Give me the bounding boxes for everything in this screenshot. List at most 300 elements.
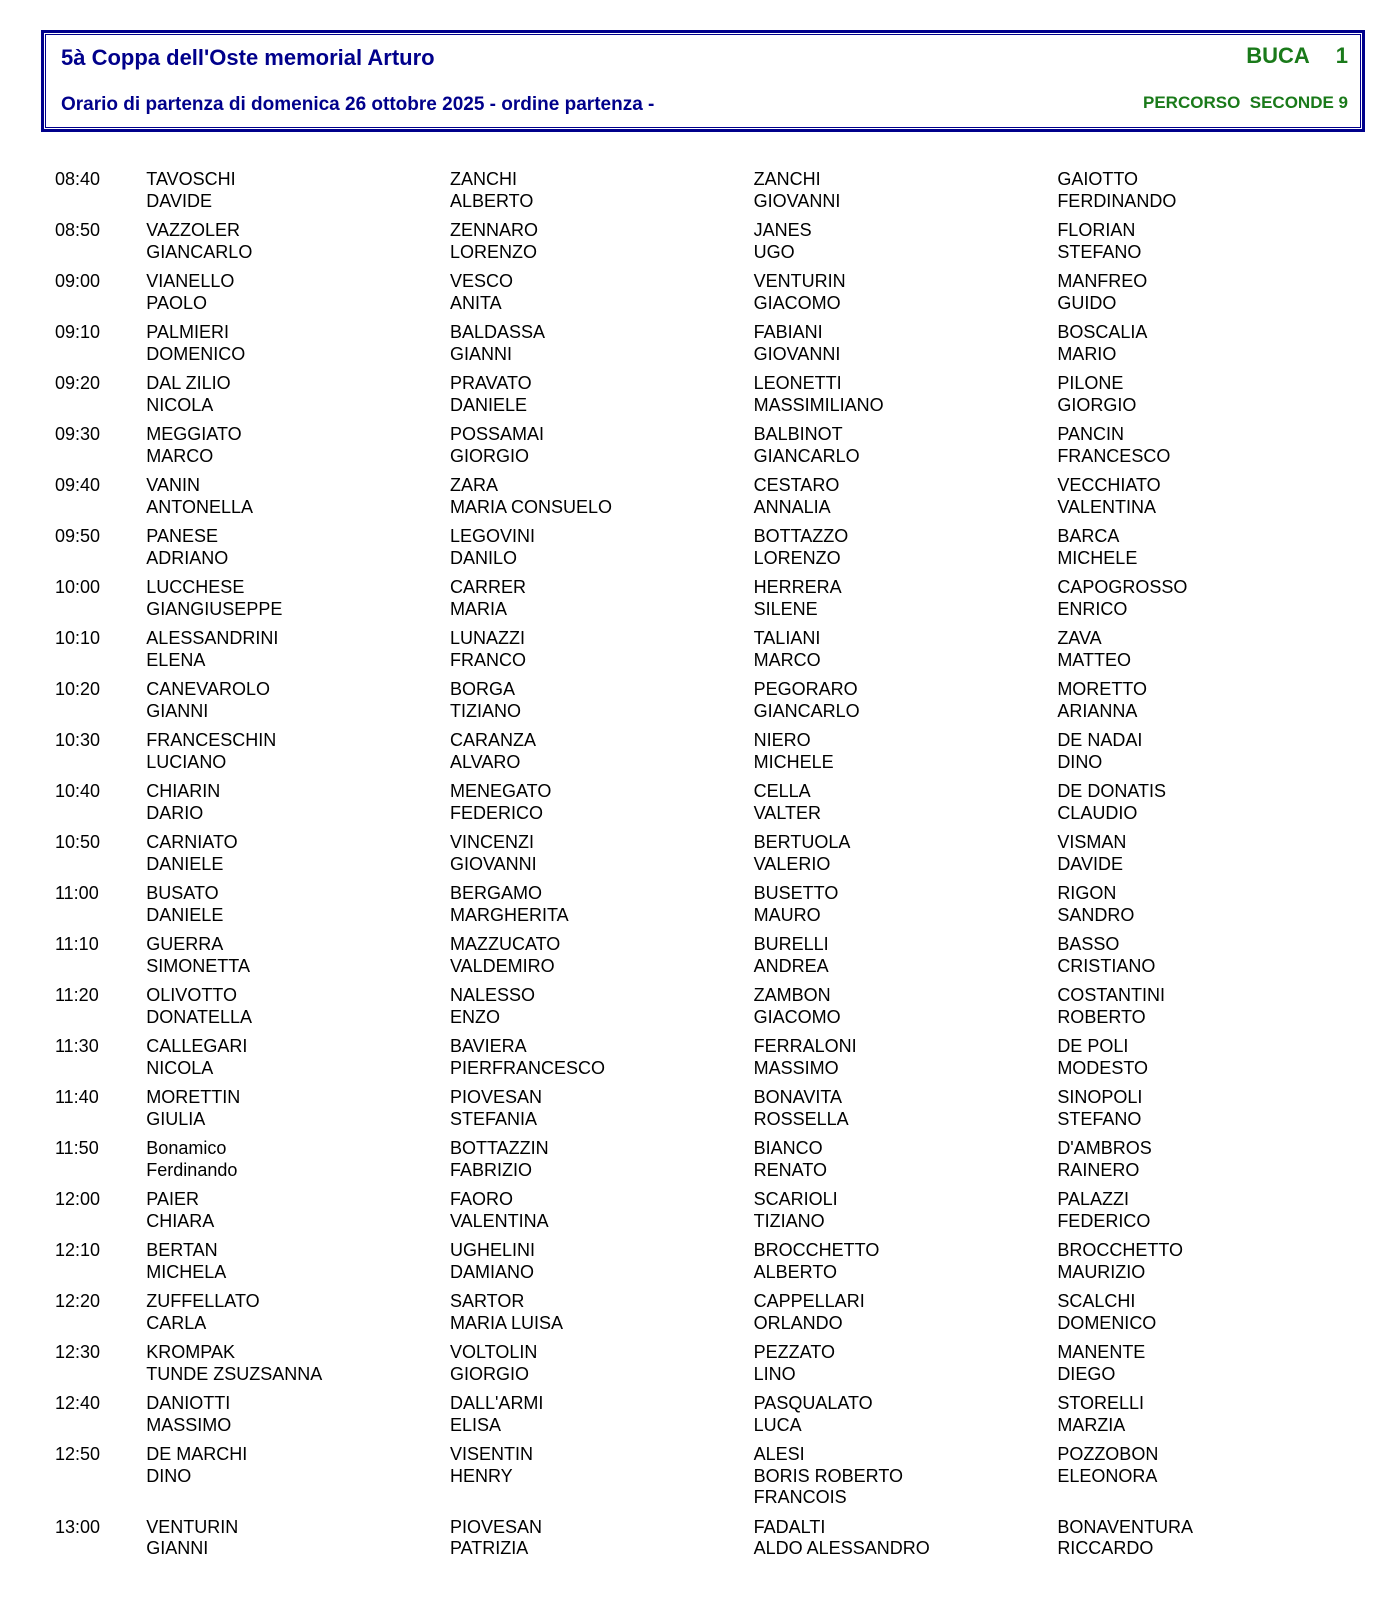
percorso-label: PERCORSO SECONDE 9 (1143, 93, 1348, 112)
tee-time: 12:10 (55, 1240, 101, 1260)
player-entry (1057, 985, 1355, 1028)
player-entry (450, 271, 754, 314)
player-first-name: DAVIDE (1057, 853, 1123, 874)
player-first-name: DANIELE (146, 853, 224, 874)
player-entry (146, 577, 450, 620)
tee-time-row (55, 424, 1355, 467)
player-surname: PASQUALATO (753, 1393, 873, 1413)
player-surname: SCALCHI (1057, 1291, 1136, 1311)
player-surname: ZANCHI (753, 169, 821, 189)
player-first-name: MARIA CONSUELO (449, 496, 613, 517)
player-entry (450, 1036, 754, 1079)
tee-time-row (55, 169, 1355, 212)
player-first-name: MARIA LUISA (449, 1312, 564, 1333)
buca-number: 1 (1335, 43, 1348, 68)
buca-label: BUCA (1246, 43, 1310, 68)
player-entry (754, 322, 1058, 365)
player-surname: CHIARIN (146, 781, 221, 801)
player-first-name: FRANCO (449, 649, 526, 670)
player-surname: MENEGATO (449, 781, 552, 801)
player-entry (450, 1189, 754, 1232)
player-entry (754, 1342, 1058, 1385)
player-entry (146, 832, 450, 875)
player-surname: POZZOBON (1057, 1444, 1159, 1464)
player-entry (146, 271, 450, 314)
player-surname: BONAVITA (753, 1087, 842, 1107)
player-entry (754, 985, 1058, 1028)
player-surname: BASSO (1057, 934, 1120, 954)
player-surname: BALDASSA (449, 322, 546, 342)
player-first-name: ARIANNA (1057, 700, 1138, 721)
player-first-name: ELISA (449, 1414, 501, 1435)
player-entry (146, 985, 450, 1028)
tee-time: 11:10 (55, 934, 99, 954)
tee-time: 08:50 (55, 220, 101, 240)
player-entry (450, 424, 754, 467)
tee-time: 09:30 (55, 424, 101, 444)
player-entry (1057, 322, 1355, 365)
player-entry (754, 628, 1058, 671)
tee-time: 11:40 (55, 1087, 99, 1107)
player-first-name: ENZO (449, 1006, 500, 1027)
player-surname: GAIOTTO (1057, 169, 1138, 189)
player-first-name: FRANCOIS (753, 1487, 847, 1507)
player-entry (146, 1189, 450, 1232)
tee-time-row (55, 1444, 1355, 1509)
player-entry (754, 475, 1058, 518)
tee-time-row (55, 1036, 1355, 1079)
player-first-name: CLAUDIO (1057, 802, 1138, 823)
player-first-name: LORENZO (449, 241, 537, 262)
player-entry (450, 1342, 754, 1385)
player-first-name: ALBERTO (449, 190, 534, 211)
player-surname: LUCCHESE (146, 577, 245, 597)
player-first-name: ALBERTO (753, 1261, 838, 1282)
player-first-name: ADRIANO (146, 547, 229, 568)
tee-time-row (55, 1240, 1355, 1283)
player-first-name: STEFANO (1057, 1108, 1142, 1129)
player-surname: FERRALONI (753, 1036, 857, 1056)
player-first-name: ELENA (146, 649, 206, 670)
player-surname: LUNAZZI (449, 628, 525, 648)
player-entry (754, 373, 1058, 416)
tee-time: 12:20 (55, 1291, 101, 1311)
player-entry (450, 526, 754, 569)
player-entry (1057, 628, 1355, 671)
player-first-name: CRISTIANO (1057, 955, 1156, 976)
player-entry (450, 781, 754, 824)
player-entry (450, 934, 754, 977)
player-first-name: ANITA (449, 292, 502, 313)
player-first-name: ORLANDO (753, 1312, 843, 1333)
player-entry (1057, 1087, 1355, 1130)
player-first-name: ANDREA (753, 955, 829, 976)
player-entry (754, 1036, 1058, 1079)
player-first-name: VALENTINA (449, 1210, 549, 1231)
player-first-name: MASSIMO (753, 1057, 839, 1078)
player-entry (146, 220, 450, 263)
player-entry (450, 1444, 754, 1509)
player-first-name: LUCIANO (146, 751, 227, 772)
player-first-name: BORIS ROBERTO (753, 1465, 904, 1486)
player-surname: VOLTOLIN (449, 1342, 538, 1362)
player-surname: DALL'ARMI (449, 1393, 544, 1413)
player-first-name: GIORGIO (449, 445, 529, 466)
player-surname: LEGOVINI (449, 526, 535, 546)
player-first-name: PAOLO (146, 292, 207, 313)
player-first-name: ANTONELLA (146, 496, 254, 517)
player-surname: PIOVESAN (449, 1516, 542, 1537)
player-surname: BURELLI (753, 934, 829, 954)
player-surname: COSTANTINI (1057, 985, 1165, 1005)
player-surname: VINCENZI (449, 832, 534, 852)
player-entry (1057, 1342, 1355, 1385)
player-entry (1057, 1240, 1355, 1283)
player-first-name: DINO (1057, 751, 1103, 772)
player-entry (146, 934, 450, 977)
player-surname: MORETTO (1057, 679, 1147, 699)
player-surname: PAIER (146, 1189, 199, 1209)
player-first-name: GIULIA (146, 1108, 206, 1129)
player-entry (1057, 883, 1355, 926)
player-surname: FLORIAN (1057, 220, 1136, 240)
player-entry (450, 883, 754, 926)
player-surname: ZANCHI (449, 169, 517, 189)
player-surname: BORGA (449, 679, 515, 699)
player-surname: NALESSO (449, 985, 536, 1005)
player-entry (754, 424, 1058, 467)
player-entry (450, 730, 754, 773)
player-first-name: FERDINANDO (1057, 190, 1177, 211)
player-entry (450, 1087, 754, 1130)
player-first-name: SILENE (753, 598, 818, 619)
player-surname: TALIANI (753, 628, 821, 648)
tee-time-row (55, 577, 1355, 620)
page-title: 5à Coppa dell'Oste memorial Arturo (61, 45, 435, 70)
player-entry (754, 220, 1058, 263)
player-entry (146, 169, 450, 212)
player-surname: ZAVA (1057, 628, 1102, 648)
header-box (41, 30, 1365, 132)
tee-time: 11:20 (55, 985, 99, 1005)
player-surname: MANFREO (1057, 271, 1148, 291)
buca-indicator (1246, 43, 1348, 69)
player-surname: BROCCHETTO (753, 1240, 880, 1260)
player-surname: CAPPELLARI (753, 1291, 865, 1311)
player-entry (754, 1291, 1058, 1334)
tee-time-row (55, 271, 1355, 314)
player-entry (1057, 475, 1355, 518)
player-surname: BROCCHETTO (1057, 1240, 1183, 1260)
player-surname: PALAZZI (1057, 1189, 1129, 1209)
player-first-name: SANDRO (1057, 904, 1135, 925)
player-first-name: MATTEO (1057, 649, 1131, 670)
player-first-name: DAVIDE (146, 190, 212, 211)
player-first-name: DANIELE (146, 904, 224, 925)
player-first-name: GIANNI (449, 343, 512, 364)
player-first-name: MARZIA (1057, 1414, 1126, 1435)
player-surname: ALESSANDRINI (146, 628, 279, 648)
player-first-name: ALDO ALESSANDRO (753, 1538, 930, 1558)
tee-time: 12:40 (55, 1393, 101, 1413)
player-first-name: NICOLA (146, 1057, 214, 1078)
player-entry (450, 628, 754, 671)
player-entry (146, 475, 450, 518)
tee-time-row (55, 1393, 1355, 1436)
player-first-name: FEDERICO (1057, 1210, 1151, 1231)
player-entry (1057, 679, 1355, 722)
player-surname: PRAVATO (449, 373, 532, 393)
player-first-name: GIANCARLO (753, 700, 860, 721)
player-surname: FADALTI (753, 1516, 826, 1537)
player-surname: ALESI (753, 1444, 805, 1464)
player-surname: PANESE (146, 526, 218, 546)
player-surname: VESCO (449, 271, 513, 291)
player-entry (146, 526, 450, 569)
tee-time: 10:50 (55, 832, 101, 852)
player-first-name: GIACOMO (753, 1006, 841, 1027)
player-surname: POSSAMAI (449, 424, 544, 444)
player-surname: SINOPOLI (1057, 1087, 1143, 1107)
player-surname: DAL ZILIO (146, 373, 231, 393)
player-first-name: PATRIZIA (449, 1538, 529, 1558)
player-entry (1057, 373, 1355, 416)
player-first-name: RENATO (753, 1159, 827, 1180)
tee-time-row (55, 322, 1355, 365)
player-first-name: GIORGIO (1057, 394, 1137, 415)
player-first-name: DIEGO (1057, 1363, 1116, 1384)
player-surname: BERTUOLA (753, 832, 851, 852)
tee-time-row (55, 679, 1355, 722)
player-surname: CARANZA (449, 730, 536, 750)
player-entry (754, 1138, 1058, 1181)
tee-time: 12:30 (55, 1342, 101, 1362)
player-entry (754, 883, 1058, 926)
player-surname: PILONE (1057, 373, 1124, 393)
player-entry (1057, 730, 1355, 773)
tee-time-row (55, 832, 1355, 875)
player-entry (146, 628, 450, 671)
player-entry (146, 1393, 450, 1436)
player-entry (1057, 220, 1355, 263)
player-entry (1057, 1517, 1355, 1560)
player-entry (146, 322, 450, 365)
player-surname: OLIVOTTO (146, 985, 237, 1005)
player-surname: BALBINOT (753, 424, 843, 444)
tee-time-row (55, 373, 1355, 416)
player-entry (1057, 781, 1355, 824)
player-entry (1057, 1189, 1355, 1232)
player-entry (146, 373, 450, 416)
player-surname: FABIANI (753, 322, 823, 342)
tee-time-row (55, 220, 1355, 263)
tee-time-row (55, 934, 1355, 977)
player-first-name: DONATELLA (146, 1006, 252, 1027)
player-first-name: LORENZO (753, 547, 841, 568)
player-surname: D'AMBROS (1057, 1138, 1152, 1158)
player-surname: BOSCALIA (1057, 322, 1148, 342)
player-surname: LEONETTI (753, 373, 842, 393)
player-first-name: NICOLA (146, 394, 214, 415)
player-surname: NIERO (753, 730, 811, 750)
player-first-name: ENRICO (1057, 598, 1128, 619)
player-surname: DE DONATIS (1057, 781, 1166, 801)
tee-time: 09:40 (55, 475, 101, 495)
player-surname: ZARA (449, 475, 498, 495)
player-surname: CARNIATO (146, 832, 238, 852)
player-first-name: GUIDO (1057, 292, 1117, 313)
player-first-name: FRANCESCO (1057, 445, 1171, 466)
tee-time: 11:00 (55, 883, 99, 903)
tee-time-row (55, 985, 1355, 1028)
tee-time-row (55, 526, 1355, 569)
player-first-name: STEFANO (1057, 241, 1142, 262)
tee-time-row (55, 1087, 1355, 1130)
player-surname: BOTTAZZIN (449, 1138, 549, 1158)
player-first-name: GIOVANNI (449, 853, 537, 874)
player-first-name: DARIO (146, 802, 204, 823)
player-first-name: CARLA (146, 1312, 207, 1333)
player-entry (1057, 1036, 1355, 1079)
player-entry (450, 1291, 754, 1334)
player-entry (146, 1138, 450, 1181)
player-first-name: MICHELA (146, 1261, 227, 1282)
player-entry (146, 883, 450, 926)
player-surname: PIOVESAN (449, 1087, 542, 1107)
player-first-name: DOMENICO (1057, 1312, 1157, 1333)
player-first-name: MICHELE (753, 751, 834, 772)
player-first-name: MARCO (146, 445, 214, 466)
player-first-name: GIANCARLO (753, 445, 860, 466)
player-first-name: LUCA (753, 1414, 802, 1435)
player-surname: PEZZATO (753, 1342, 835, 1362)
player-surname: ZAMBON (753, 985, 831, 1005)
player-surname: STORELLI (1057, 1393, 1145, 1413)
tee-time-row (55, 1517, 1355, 1560)
player-entry (146, 679, 450, 722)
player-first-name: MARGHERITA (449, 904, 569, 925)
player-entry (146, 1517, 450, 1560)
tee-time: 08:40 (55, 169, 101, 189)
player-first-name: VALERIO (753, 853, 831, 874)
player-entry (1057, 526, 1355, 569)
player-first-name: DANILO (449, 547, 517, 568)
player-surname: BERGAMO (449, 883, 542, 903)
player-entry (1057, 1393, 1355, 1436)
player-entry (450, 679, 754, 722)
player-first-name: MARCO (753, 649, 821, 670)
player-first-name: MICHELE (1057, 547, 1138, 568)
player-entry (450, 1393, 754, 1436)
player-first-name: UGO (753, 241, 795, 262)
player-first-name: HENRY (449, 1465, 513, 1486)
player-entry (1057, 934, 1355, 977)
player-entry (1057, 1444, 1355, 1509)
tee-time: 11:30 (55, 1036, 99, 1056)
page-subtitle: Orario di partenza di domenica 26 ottobre 2025 - ordine partenza - (61, 94, 655, 115)
player-first-name: GIANGIUSEPPE (146, 598, 283, 619)
player-first-name: GIANNI (146, 700, 209, 721)
player-first-name: ROSSELLA (753, 1108, 849, 1129)
player-entry (1057, 169, 1355, 212)
player-first-name: GIORGIO (449, 1363, 529, 1384)
player-first-name: ELEONORA (1057, 1465, 1158, 1486)
player-first-name: MARIA (449, 598, 507, 619)
player-surname: RIGON (1057, 883, 1117, 903)
player-entry (146, 781, 450, 824)
player-first-name: FEDERICO (449, 802, 543, 823)
player-first-name: LINO (753, 1363, 796, 1384)
player-first-name: ALVARO (449, 751, 521, 772)
player-entry (146, 1087, 450, 1130)
player-first-name: RICCARDO (1057, 1538, 1154, 1558)
player-first-name: VALTER (753, 802, 821, 823)
tee-time: 12:00 (55, 1189, 101, 1209)
player-first-name: ANNALIA (753, 496, 831, 517)
tee-time-row (55, 1291, 1355, 1334)
player-surname: VAZZOLER (146, 220, 240, 240)
player-first-name: MASSIMO (146, 1414, 232, 1435)
player-surname: DANIOTTI (146, 1393, 231, 1413)
tee-time-schedule (55, 169, 1355, 1568)
player-first-name: GIOVANNI (753, 190, 841, 211)
player-entry (754, 832, 1058, 875)
player-entry (754, 1393, 1058, 1436)
player-surname: ZENNARO (449, 220, 538, 240)
player-entry (754, 271, 1058, 314)
player-entry (146, 1444, 450, 1509)
player-surname: CELLA (753, 781, 811, 801)
tee-time-row (55, 883, 1355, 926)
player-surname: PALMIERI (146, 322, 229, 342)
player-surname: CALLEGARI (146, 1036, 248, 1056)
player-entry (450, 985, 754, 1028)
player-entry (754, 577, 1058, 620)
player-entry (450, 832, 754, 875)
player-surname: MEGGIATO (146, 424, 242, 444)
player-surname: PANCIN (1057, 424, 1124, 444)
tee-time: 10:00 (55, 577, 101, 597)
player-surname: BERTAN (146, 1240, 218, 1260)
player-entry (754, 934, 1058, 977)
tee-time-row (55, 475, 1355, 518)
player-first-name: DANIELE (449, 394, 527, 415)
player-first-name: MASSIMILIANO (753, 394, 884, 415)
player-first-name: Ferdinando (146, 1159, 238, 1180)
player-surname: DE NADAI (1057, 730, 1143, 750)
player-first-name: FABRIZIO (449, 1159, 532, 1180)
player-surname: PEGORARO (753, 679, 858, 699)
player-first-name: GIACOMO (753, 292, 841, 313)
player-surname: BUSETTO (753, 883, 839, 903)
player-entry (754, 730, 1058, 773)
tee-time-row (55, 730, 1355, 773)
player-first-name: TIZIANO (449, 700, 521, 721)
player-first-name: TIZIANO (753, 1210, 825, 1231)
player-entry (1057, 832, 1355, 875)
player-surname: KROMPAK (146, 1342, 235, 1362)
player-entry (146, 1342, 450, 1385)
player-first-name: STEFANIA (449, 1108, 537, 1129)
player-surname: HERRERA (753, 577, 842, 597)
player-surname: MAZZUCATO (449, 934, 561, 954)
tee-time-row (55, 1189, 1355, 1232)
player-first-name: MARIO (1057, 343, 1117, 364)
player-surname: SCARIOLI (753, 1189, 838, 1209)
player-entry (450, 220, 754, 263)
player-surname: BONAVENTURA (1057, 1516, 1193, 1537)
tee-time: 10:40 (55, 781, 101, 801)
